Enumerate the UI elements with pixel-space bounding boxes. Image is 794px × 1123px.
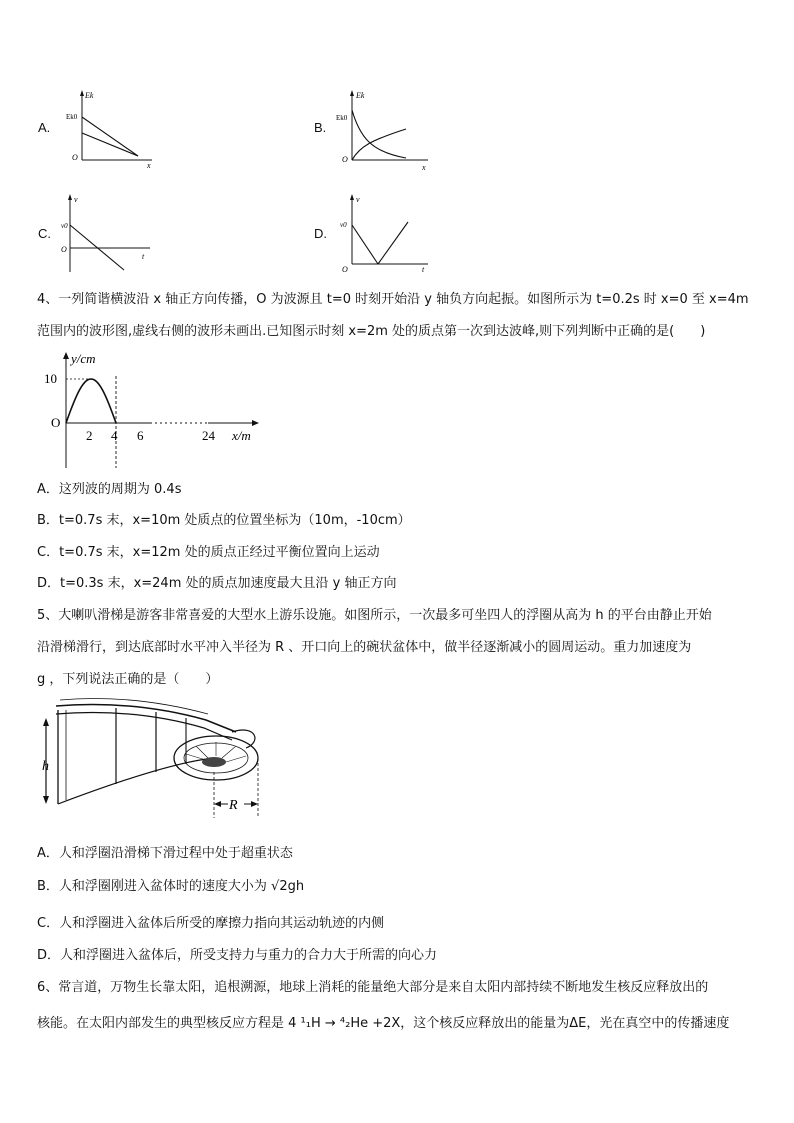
q6-stem-line1: 6、常言道，万物生长靠太阳，追根溯源，地球上消耗的能量绝大部分是来自太阳内部持续不断地发生核反应释放出的	[37, 980, 709, 995]
q5-option-d: D．人和浮圈进入盆体后，所受支持力与重力的合力大于所需的向心力	[37, 948, 438, 963]
graph-option-d	[336, 192, 436, 274]
y-tick-10: 10	[44, 371, 57, 386]
q4-option-a: A．这列波的周期为 0.4s	[37, 482, 182, 497]
option-a-letter: A.	[38, 120, 51, 135]
q4-wave-graph	[40, 348, 270, 470]
q6-stem-line2: 核能。在太阳内部发生的典型核反应方程是 4 ¹₁H → ⁴₂He +2X，这个核反应释放出的能量为ΔE，光在真空中的传播速度	[37, 1016, 730, 1031]
y-axis-label: y/cm	[71, 351, 96, 366]
graph-a-origin: O	[72, 153, 78, 162]
graph-a-y0: Ek0	[66, 113, 78, 121]
option-c-letter: C.	[38, 226, 51, 241]
graph-b-xlabel: x	[422, 163, 426, 170]
x-tick-24: 24	[202, 428, 215, 443]
q5-option-a: A．人和浮圈沿滑梯下滑过程中处于超重状态	[37, 846, 293, 861]
graph-d-xlabel: t	[422, 265, 425, 274]
q4-stem-line1: 4、一列简谐横波沿 x 轴正方向传播，O 为波源且 t=0 时刻开始沿 y 轴负方向起振。如图所示为 t=0.2s 时 x=0 至 x=4m	[37, 292, 749, 307]
x-tick-6: 6	[137, 428, 144, 443]
graph-c-origin: O	[61, 245, 67, 254]
graph-b-origin: O	[342, 155, 348, 164]
x-tick-2: 2	[86, 428, 93, 443]
q5-stem-line2: 沿滑梯滑行，到达底部时水平冲入半径为 R 、开口向上的碗状盆体中，做半径逐渐减小的圆周运动。重力加速度为	[37, 640, 692, 655]
graph-c-y0: v0	[61, 222, 68, 230]
graph-option-b	[336, 88, 436, 170]
q5-slide-figure	[36, 692, 276, 822]
q4-option-c: C．t=0.7s 末，x=12m 处的质点正经过平衡位置向上运动	[37, 545, 380, 560]
q4-option-b: B．t=0.7s 末，x=10m 处质点的位置坐标为（10m，-10cm）	[37, 513, 411, 528]
graph-option-a	[60, 88, 160, 168]
graph-d-y0: v0	[340, 221, 347, 229]
q4-stem-line2: 范围内的波形图,虚线右侧的波形未画出.已知图示时刻 x=2m 处的质点第一次到达波峰,则下列判断中正确的是( )	[37, 324, 706, 339]
graph-b-y0: Ek0	[336, 114, 348, 122]
waveform-curve	[66, 379, 116, 423]
graph-c-ylabel: v	[74, 195, 78, 204]
option-b-letter: B.	[314, 120, 327, 135]
q5-option-b: B．人和浮圈刚进入盆体时的速度大小为 √2gh	[37, 879, 305, 894]
q5-option-c: C．人和浮圈进入盆体后所受的摩擦力指向其运动轨迹的内侧	[37, 916, 385, 931]
graph-origin: O	[51, 415, 61, 430]
graph-b-ylabel: Ek	[356, 91, 365, 100]
height-label: h	[42, 759, 49, 774]
radius-label: R	[229, 798, 238, 813]
graph-option-c	[58, 192, 158, 274]
graph-a-ylabel: Ek	[85, 91, 94, 100]
graph-c-xlabel: t	[142, 252, 145, 261]
graph-a-xlabel: x	[147, 161, 151, 168]
q5-stem-line3: g ，下列说法正确的是（ ）	[37, 672, 219, 687]
q4-option-d: D．t=0.3s 末，x=24m 处的质点加速度最大且沿 y 轴正方向	[37, 576, 397, 591]
x-axis-label: x/m	[232, 428, 251, 443]
graph-d-origin: O	[342, 265, 348, 274]
option-d-letter: D.	[314, 226, 327, 241]
q5-stem-line1: 5、大喇叭滑梯是游客非常喜爱的大型水上游乐设施。如图所示，一次最多可坐四人的浮圈从高为 h 的平台由静止开始	[37, 608, 712, 623]
graph-d-ylabel: v	[356, 195, 360, 204]
x-tick-4: 4	[111, 428, 118, 443]
